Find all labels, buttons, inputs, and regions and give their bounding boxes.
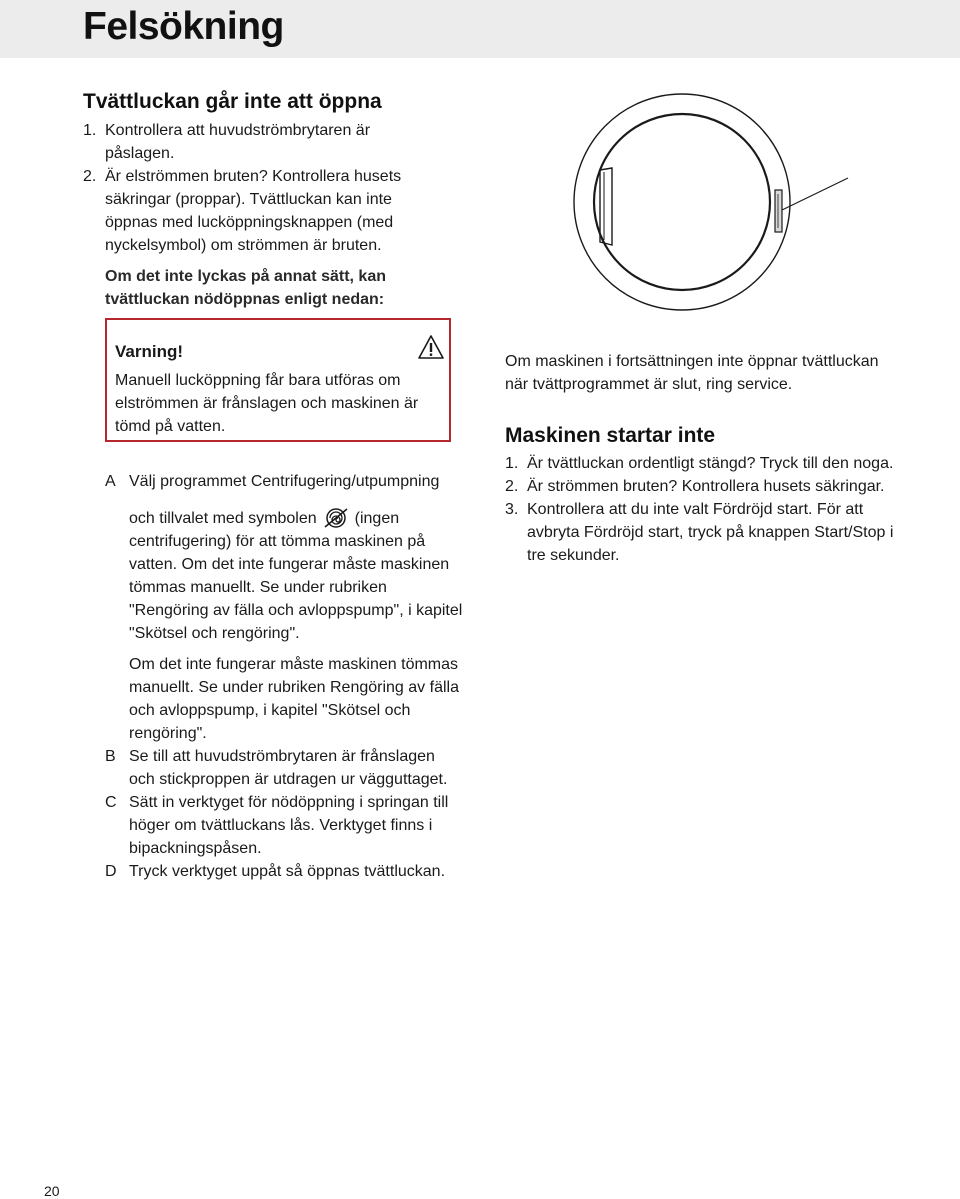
- no-spin-icon: [321, 507, 351, 529]
- list-item: [505, 452, 895, 475]
- washing-machine-door-icon: [570, 90, 860, 320]
- step-c-text: Sätt in verktyget för nödöppning i springan till höger om tvättluckans lås. Verktyget finns i bipackningspåsen.: [129, 794, 449, 857]
- warning-text: Manuell lucköppning får bara utföras om elströmmen är frånslagen och maskinen är tömd på vatten.: [115, 372, 419, 435]
- step-b-text: Se till att huvudströmbrytaren är frånslagen och stickproppen är utdragen ur vägguttaget.: [129, 748, 448, 788]
- step-a-extra: Om det inte fungerar måste maskinen tömmas manuellt. Se under rubriken Rengöring av fälla och avloppspump, i kapitel "Skötsel och rengöring".: [129, 656, 459, 742]
- warning-box: [105, 318, 451, 442]
- list-item: [83, 165, 433, 257]
- list-text: Är elströmmen bruten? Kontrollera husets säkringar (proppar). Tvättluckan kan inte öppnas med lucköppningsknappen (med nyckelsymbol) om strömmen är bruten.: [105, 168, 402, 254]
- emergency-steps: [105, 470, 465, 883]
- step-letter: C: [105, 794, 117, 811]
- section-heading-start: Maskinen startar inte: [505, 424, 716, 447]
- step-b: [105, 745, 465, 791]
- step-d-text: Tryck verktyget uppåt så öppnas tvättluckan.: [129, 863, 446, 880]
- warning-title: Varning!: [115, 342, 184, 361]
- emergency-open-note: Om det inte lyckas på annat sätt, kan tvättluckan nödöppnas enligt nedan:: [105, 268, 386, 308]
- step-letter: A: [105, 473, 116, 490]
- start-checklist: [505, 452, 895, 567]
- list-number: 2.: [505, 478, 519, 495]
- step-a-text-before: och tillvalet med symbolen: [129, 510, 317, 527]
- step-d: [105, 860, 465, 883]
- door-checklist: [83, 119, 433, 257]
- list-text: Kontrollera att du inte valt Fördröjd start. För att avbryta Fördröjd start, tryck på knappen Start/Stop i tre sekunder.: [527, 501, 894, 564]
- step-letter: D: [105, 863, 117, 880]
- page-title: Felsökning: [83, 5, 284, 48]
- list-text: Är tvättluckan ordentligt stängd? Tryck till den noga.: [527, 455, 894, 472]
- page-number: 20: [44, 1183, 60, 1199]
- step-letter: B: [105, 748, 116, 765]
- step-a-text: [129, 507, 465, 645]
- list-item: [505, 498, 895, 567]
- section-heading-door: Tvättluckan går inte att öppna: [83, 90, 382, 113]
- step-a-text-after: (ingen centrifugering) för att tömma maskinen på vatten. Om det inte fungerar måste maskinen tömmas manuellt. Se under rubriken "Rengöring av fälla och avloppspump", i kapitel "Skötsel och rengöring".: [129, 510, 463, 642]
- warning-triangle-icon: [417, 334, 445, 360]
- list-number: 1.: [83, 122, 97, 139]
- list-item: [505, 475, 895, 498]
- list-text: Är strömmen bruten? Kontrollera husets säkringar.: [527, 478, 885, 495]
- list-text: Kontrollera att huvudströmbrytaren är påslagen.: [105, 122, 371, 162]
- step-a: [105, 470, 465, 745]
- list-number: 3.: [505, 501, 519, 518]
- list-item: [83, 119, 433, 165]
- step-a-program: Välj programmet Centrifugering/utpumpning: [129, 473, 440, 490]
- service-note: Om maskinen i fortsättningen inte öppnar tvättluckan när tvättprogrammet är slut, ring service.: [505, 353, 879, 393]
- list-number: 2.: [83, 168, 97, 185]
- list-number: 1.: [505, 455, 519, 472]
- step-c: [105, 791, 465, 860]
